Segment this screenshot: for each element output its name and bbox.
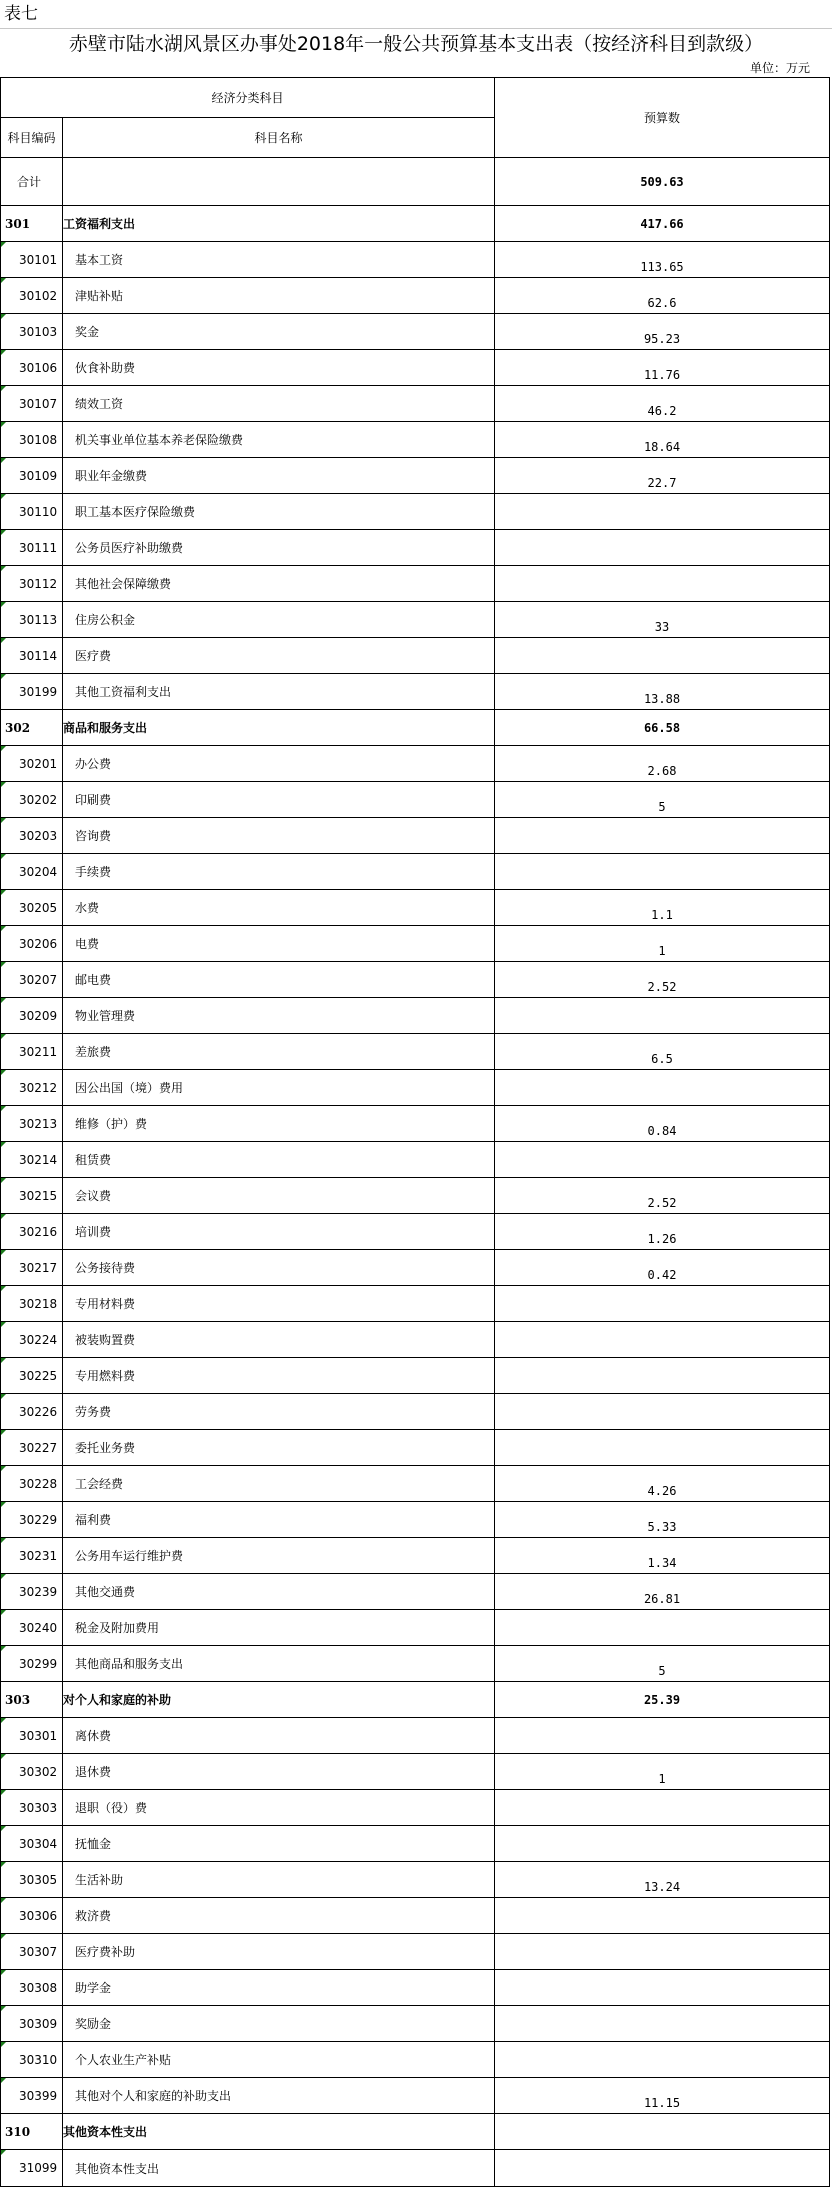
cell-amount[interactable] — [495, 2150, 829, 2186]
cell-amount[interactable] — [495, 926, 829, 961]
table-body — [1, 158, 829, 2186]
cell-amount[interactable] — [495, 530, 829, 565]
cell-code[interactable]: 30108 — [1, 422, 63, 457]
cell-code[interactable]: 302 — [1, 710, 63, 745]
table-row[interactable] — [1, 350, 829, 386]
cell-name[interactable]: 其他对个人和家庭的补助支出 — [63, 2078, 495, 2113]
table-row-total[interactable] — [1, 158, 829, 206]
cell-amount-value: 1 — [658, 1772, 666, 1786]
cell-amount[interactable] — [495, 1610, 829, 1645]
cell-code[interactable]: 30212 — [1, 1070, 63, 1105]
cell-name[interactable]: 职业年金缴费 — [63, 458, 495, 493]
cell-amount[interactable] — [495, 2114, 829, 2149]
cell-name[interactable] — [63, 158, 495, 205]
cell-name[interactable]: 租赁费 — [63, 1142, 495, 1177]
cell-name[interactable]: 绩效工资 — [63, 386, 495, 421]
cell-amount-value: 2.52 — [647, 1196, 677, 1210]
cell-code[interactable]: 30307 — [1, 1934, 63, 1969]
header-amount: 预算数 — [495, 78, 829, 158]
cell-name[interactable]: 水费 — [63, 890, 495, 925]
table-row[interactable] — [1, 530, 829, 566]
cell-code[interactable]: 30217 — [1, 1250, 63, 1285]
cell-code[interactable]: 30109 — [1, 458, 63, 493]
table-row[interactable] — [1, 2078, 829, 2114]
page-title: 赤壁市陆水湖风景区办事处2018年一般公共预算基本支出表（按经济科目到款级） — [0, 28, 832, 59]
table-row[interactable] — [1, 962, 829, 998]
cell-amount-value: 1.34 — [647, 1556, 677, 1570]
cell-amount-value: 13.24 — [643, 1880, 681, 1894]
cell-name[interactable]: 医疗费补助 — [63, 1934, 495, 1969]
table-row[interactable] — [1, 458, 829, 494]
cell-amount[interactable] — [495, 1394, 829, 1429]
table-row[interactable] — [1, 206, 829, 242]
table-row[interactable] — [1, 782, 829, 818]
cell-code[interactable]: 30206 — [1, 926, 63, 961]
cell-code[interactable]: 30302 — [1, 1754, 63, 1789]
cell-code[interactable]: 30224 — [1, 1322, 63, 1357]
cell-amount-value: 113.65 — [640, 260, 684, 274]
cell-code[interactable]: 30205 — [1, 890, 63, 925]
cell-name[interactable]: 生活补助 — [63, 1862, 495, 1897]
table-row[interactable] — [1, 1394, 829, 1430]
cell-code[interactable]: 30110 — [1, 494, 63, 529]
cell-amount[interactable] — [495, 782, 829, 817]
header-group: 经济分类科目 — [1, 78, 495, 118]
table-row[interactable] — [1, 1430, 829, 1466]
cell-amount[interactable] — [495, 386, 829, 421]
table-row[interactable] — [1, 1142, 829, 1178]
cell-amount[interactable] — [495, 1070, 829, 1105]
cell-name[interactable]: 会议费 — [63, 1178, 495, 1213]
cell-code[interactable]: 30199 — [1, 674, 63, 709]
table-row[interactable] — [1, 386, 829, 422]
cell-name[interactable]: 商品和服务支出 — [63, 710, 495, 745]
cell-name[interactable]: 基本工资 — [63, 242, 495, 277]
table-row[interactable] — [1, 1250, 829, 1286]
cell-code[interactable]: 30218 — [1, 1286, 63, 1321]
cell-code[interactable]: 30310 — [1, 2042, 63, 2077]
table-row[interactable] — [1, 566, 829, 602]
cell-amount[interactable] — [495, 1826, 829, 1861]
cell-name[interactable]: 印刷费 — [63, 782, 495, 817]
table-row[interactable] — [1, 890, 829, 926]
cell-code[interactable]: 30114 — [1, 638, 63, 673]
cell-code[interactable]: 30202 — [1, 782, 63, 817]
cell-amount[interactable] — [495, 1358, 829, 1393]
cell-amount[interactable] — [495, 494, 829, 529]
cell-code[interactable]: 30231 — [1, 1538, 63, 1573]
cell-name[interactable]: 其他商品和服务支出 — [63, 1646, 495, 1681]
cell-amount[interactable] — [495, 1898, 829, 1933]
cell-code[interactable]: 30211 — [1, 1034, 63, 1069]
cell-name[interactable]: 其他资本性支出 — [63, 2114, 495, 2149]
table-row[interactable] — [1, 278, 829, 314]
table-row[interactable] — [1, 1466, 829, 1502]
cell-code[interactable]: 30111 — [1, 530, 63, 565]
table-row[interactable] — [1, 1790, 829, 1826]
cell-amount[interactable] — [495, 566, 829, 601]
cell-code[interactable]: 30225 — [1, 1358, 63, 1393]
cell-name[interactable]: 工资福利支出 — [63, 206, 495, 241]
cell-amount[interactable] — [495, 2042, 829, 2077]
table-row[interactable] — [1, 494, 829, 530]
cell-code[interactable]: 30304 — [1, 1826, 63, 1861]
table-row[interactable] — [1, 1214, 829, 1250]
cell-amount[interactable] — [495, 1862, 829, 1897]
cell-amount-value: 6.5 — [651, 1052, 673, 1066]
cell-name[interactable]: 救济费 — [63, 1898, 495, 1933]
unit-label: 单位：万元 — [749, 61, 810, 75]
cell-code[interactable]: 30107 — [1, 386, 63, 421]
cell-amount-value: 11.15 — [643, 2096, 681, 2110]
cell-code[interactable]: 30101 — [1, 242, 63, 277]
table-row[interactable] — [1, 1898, 829, 1934]
cell-code[interactable]: 30113 — [1, 602, 63, 637]
cell-name[interactable]: 其他社会保障缴费 — [63, 566, 495, 601]
cell-amount[interactable] — [495, 1178, 829, 1213]
budget-table — [0, 77, 830, 2187]
cell-code[interactable]: 30203 — [1, 818, 63, 853]
cell-code[interactable]: 30305 — [1, 1862, 63, 1897]
table-row[interactable] — [1, 1718, 829, 1754]
cell-code[interactable]: 301 — [1, 206, 63, 241]
table-row[interactable] — [1, 2114, 829, 2150]
table-row[interactable] — [1, 710, 829, 746]
header-name: 科目名称 — [63, 118, 495, 158]
cell-name[interactable]: 委托业务费 — [63, 1430, 495, 1465]
cell-name[interactable]: 退休费 — [63, 1754, 495, 1789]
cell-amount-value: 26.81 — [643, 1592, 681, 1606]
cell-amount[interactable] — [495, 314, 829, 349]
cell-amount-value: 62.6 — [647, 296, 677, 310]
table-row[interactable] — [1, 2042, 829, 2078]
cell-code[interactable]: 310 — [1, 2114, 63, 2149]
cell-name[interactable]: 手续费 — [63, 854, 495, 889]
cell-amount[interactable] — [495, 1106, 829, 1141]
cell-name[interactable]: 医疗费 — [63, 638, 495, 673]
cell-name[interactable]: 公务用车运行维护费 — [63, 1538, 495, 1573]
table-row[interactable] — [1, 926, 829, 962]
cell-amount[interactable] — [495, 638, 829, 673]
table-row[interactable] — [1, 638, 829, 674]
table-row[interactable] — [1, 1574, 829, 1610]
cell-code[interactable]: 30229 — [1, 1502, 63, 1537]
cell-name[interactable]: 公务员医疗补助缴费 — [63, 530, 495, 565]
cell-name[interactable]: 其他交通费 — [63, 1574, 495, 1609]
cell-name[interactable]: 个人农业生产补贴 — [63, 2042, 495, 2077]
cell-amount[interactable] — [495, 602, 829, 637]
table-row[interactable] — [1, 1178, 829, 1214]
cell-name[interactable]: 福利费 — [63, 1502, 495, 1537]
table-row[interactable] — [1, 998, 829, 1034]
cell-name[interactable]: 职工基本医疗保险缴费 — [63, 494, 495, 529]
table-row[interactable] — [1, 1682, 829, 1718]
cell-amount-value: 5.33 — [647, 1520, 677, 1534]
cell-amount[interactable] — [495, 1214, 829, 1249]
table-row[interactable] — [1, 1934, 829, 1970]
table-row[interactable] — [1, 674, 829, 710]
cell-amount[interactable] — [495, 1466, 829, 1501]
cell-name[interactable]: 住房公积金 — [63, 602, 495, 637]
cell-code[interactable]: 30301 — [1, 1718, 63, 1753]
cell-name[interactable]: 专用燃料费 — [63, 1358, 495, 1393]
cell-code[interactable]: 合计 — [1, 158, 63, 205]
cell-amount[interactable] — [495, 1970, 829, 2005]
cell-amount[interactable] — [495, 422, 829, 457]
cell-amount[interactable] — [495, 1754, 829, 1789]
cell-name[interactable]: 维修（护）费 — [63, 1106, 495, 1141]
cell-name[interactable]: 专用材料费 — [63, 1286, 495, 1321]
cell-code[interactable]: 30240 — [1, 1610, 63, 1645]
cell-amount[interactable] — [495, 1502, 829, 1537]
cell-amount-value: 5 — [658, 800, 666, 814]
cell-amount-value: 509.63 — [640, 174, 684, 189]
cell-code[interactable]: 30112 — [1, 566, 63, 601]
cell-amount[interactable] — [495, 1142, 829, 1177]
cell-name[interactable]: 离休费 — [63, 1718, 495, 1753]
cell-amount-value: 1.1 — [651, 908, 673, 922]
table-row[interactable] — [1, 1358, 829, 1394]
table-row[interactable] — [1, 746, 829, 782]
cell-amount-value: 2.52 — [647, 980, 677, 994]
cell-name[interactable]: 其他资本性支出 — [63, 2150, 495, 2186]
cell-code[interactable]: 30216 — [1, 1214, 63, 1249]
cell-amount-value: 18.64 — [643, 440, 681, 454]
cell-code[interactable]: 30309 — [1, 2006, 63, 2041]
cell-code[interactable]: 30102 — [1, 278, 63, 313]
cell-amount[interactable] — [495, 1286, 829, 1321]
table-row[interactable] — [1, 1862, 829, 1898]
cell-code[interactable]: 30207 — [1, 962, 63, 997]
table-row[interactable] — [1, 602, 829, 638]
cell-name[interactable]: 办公费 — [63, 746, 495, 781]
cell-code[interactable]: 30306 — [1, 1898, 63, 1933]
cell-amount[interactable] — [495, 2078, 829, 2113]
cell-name[interactable]: 咨询费 — [63, 818, 495, 853]
cell-code[interactable]: 30308 — [1, 1970, 63, 2005]
cell-code[interactable]: 31099 — [1, 2150, 63, 2186]
cell-amount-value: 1 — [658, 944, 666, 958]
cell-amount[interactable] — [495, 1682, 829, 1717]
table-label: 表七 — [4, 4, 38, 24]
cell-amount-value: 33 — [654, 620, 670, 634]
table-row[interactable] — [1, 1538, 829, 1574]
cell-code[interactable]: 30227 — [1, 1430, 63, 1465]
cell-code[interactable]: 30214 — [1, 1142, 63, 1177]
cell-code[interactable]: 30213 — [1, 1106, 63, 1141]
cell-amount-value: 25.39 — [643, 1692, 681, 1707]
table-row[interactable] — [1, 1106, 829, 1142]
cell-amount[interactable] — [495, 278, 829, 313]
cell-amount[interactable] — [495, 854, 829, 889]
table-row[interactable] — [1, 854, 829, 890]
table-row[interactable] — [1, 1322, 829, 1358]
cell-code[interactable]: 30303 — [1, 1790, 63, 1825]
table-row[interactable] — [1, 422, 829, 458]
cell-amount[interactable] — [495, 890, 829, 925]
table-row[interactable] — [1, 818, 829, 854]
cell-name[interactable]: 因公出国（境）费用 — [63, 1070, 495, 1105]
cell-amount[interactable] — [495, 458, 829, 493]
cell-name[interactable]: 电费 — [63, 926, 495, 961]
cell-code[interactable]: 30239 — [1, 1574, 63, 1609]
table-row[interactable] — [1, 1970, 829, 2006]
cell-amount-value: 11.76 — [643, 368, 681, 382]
cell-amount[interactable] — [495, 1718, 829, 1753]
table-row[interactable] — [1, 1646, 829, 1682]
cell-code[interactable]: 30201 — [1, 746, 63, 781]
cell-amount-value: 46.2 — [647, 404, 677, 418]
cell-name[interactable]: 劳务费 — [63, 1394, 495, 1429]
cell-amount-value: 95.23 — [643, 332, 681, 346]
cell-amount[interactable] — [495, 1646, 829, 1681]
cell-name[interactable]: 公务接待费 — [63, 1250, 495, 1285]
table-row[interactable] — [1, 1070, 829, 1106]
cell-name[interactable]: 物业管理费 — [63, 998, 495, 1033]
cell-code[interactable]: 30209 — [1, 998, 63, 1033]
cell-name[interactable]: 机关事业单位基本养老保险缴费 — [63, 422, 495, 457]
cell-amount-value: 417.66 — [640, 216, 684, 231]
table-row[interactable] — [1, 1286, 829, 1322]
cell-code[interactable]: 303 — [1, 1682, 63, 1717]
cell-amount[interactable] — [495, 998, 829, 1033]
table-row[interactable] — [1, 314, 829, 350]
cell-code[interactable]: 30299 — [1, 1646, 63, 1681]
cell-amount[interactable] — [495, 1250, 829, 1285]
cell-code[interactable]: 30215 — [1, 1178, 63, 1213]
cell-amount[interactable] — [495, 1574, 829, 1609]
cell-amount[interactable] — [495, 350, 829, 385]
table-row[interactable] — [1, 242, 829, 278]
table-row[interactable] — [1, 1754, 829, 1790]
cell-name[interactable]: 差旅费 — [63, 1034, 495, 1069]
cell-name[interactable]: 被装购置费 — [63, 1322, 495, 1357]
cell-amount[interactable] — [495, 746, 829, 781]
cell-code[interactable]: 30204 — [1, 854, 63, 889]
table-row[interactable] — [1, 2006, 829, 2042]
cell-code[interactable]: 30226 — [1, 1394, 63, 1429]
cell-name[interactable]: 津贴补贴 — [63, 278, 495, 313]
cell-amount[interactable] — [495, 1790, 829, 1825]
cell-code[interactable]: 30399 — [1, 2078, 63, 2113]
cell-amount[interactable] — [495, 1538, 829, 1573]
cell-amount[interactable] — [495, 1034, 829, 1069]
cell-amount[interactable] — [495, 962, 829, 997]
cell-name[interactable]: 奖金 — [63, 314, 495, 349]
cell-amount-value: 22.7 — [647, 476, 677, 490]
cell-amount[interactable] — [495, 818, 829, 853]
header-code: 科目编码 — [1, 118, 63, 158]
cell-name[interactable]: 其他工资福利支出 — [63, 674, 495, 709]
cell-amount-value: 4.26 — [647, 1484, 677, 1498]
cell-amount[interactable] — [495, 2006, 829, 2041]
cell-amount-value: 2.68 — [647, 764, 677, 778]
cell-amount[interactable] — [495, 158, 829, 205]
cell-amount[interactable] — [495, 1430, 829, 1465]
cell-name[interactable]: 邮电费 — [63, 962, 495, 997]
table-row[interactable] — [1, 1610, 829, 1646]
cell-name[interactable]: 伙食补助费 — [63, 350, 495, 385]
cell-name[interactable]: 税金及附加费用 — [63, 1610, 495, 1645]
table-row[interactable] — [1, 1826, 829, 1862]
table-row[interactable] — [1, 1502, 829, 1538]
cell-amount-value: 13.88 — [643, 692, 681, 706]
cell-code[interactable]: 30228 — [1, 1466, 63, 1501]
cell-amount[interactable] — [495, 1322, 829, 1357]
cell-code[interactable]: 30103 — [1, 314, 63, 349]
cell-name[interactable]: 培训费 — [63, 1214, 495, 1249]
cell-name[interactable]: 对个人和家庭的补助 — [63, 1682, 495, 1717]
cell-amount-value: 0.42 — [647, 1268, 677, 1282]
cell-amount[interactable] — [495, 674, 829, 709]
cell-amount-value: 66.58 — [643, 720, 681, 735]
table-row[interactable] — [1, 1034, 829, 1070]
cell-amount-value: 5 — [658, 1664, 666, 1678]
cell-amount-value: 1.26 — [647, 1232, 677, 1246]
cell-amount[interactable] — [495, 1934, 829, 1969]
cell-name[interactable]: 退职（役）费 — [63, 1790, 495, 1825]
cell-code[interactable]: 30106 — [1, 350, 63, 385]
cell-name[interactable]: 工会经费 — [63, 1466, 495, 1501]
cell-amount[interactable] — [495, 242, 829, 277]
cell-amount[interactable] — [495, 206, 829, 241]
cell-amount[interactable] — [495, 710, 829, 745]
cell-name[interactable]: 助学金 — [63, 1970, 495, 2005]
cell-amount-value: 0.84 — [647, 1124, 677, 1138]
table-row[interactable] — [1, 2150, 829, 2186]
cell-name[interactable]: 抚恤金 — [63, 1826, 495, 1861]
cell-name[interactable]: 奖励金 — [63, 2006, 495, 2041]
